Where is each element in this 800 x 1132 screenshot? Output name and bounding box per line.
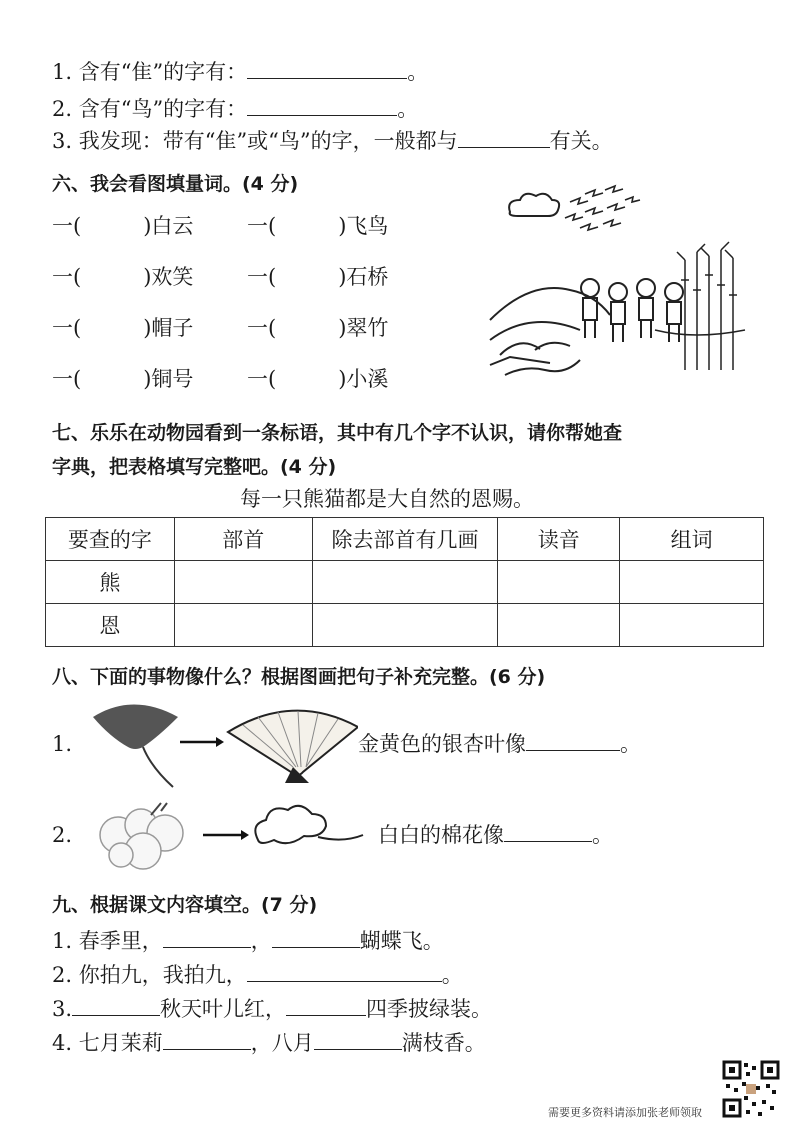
qr-code-icon[interactable] (722, 1060, 780, 1118)
section-6-title: 六、我会看图填量词。(4 分) (52, 173, 299, 195)
answer-blank[interactable] (314, 1028, 402, 1050)
answer-blank[interactable] (272, 926, 360, 948)
question-9-2: 2. 你拍九，我拍九， 。 (52, 960, 463, 990)
dictionary-table (45, 517, 764, 647)
avatar (746, 1084, 756, 1094)
table-row (46, 561, 764, 604)
measure-word-item[interactable]: 一( )白云 (52, 214, 194, 238)
measure-word-item[interactable]: 一( )帽子 (52, 316, 194, 340)
answer-blank[interactable] (247, 57, 407, 79)
measure-word-item[interactable]: 一( )石桥 (247, 265, 389, 289)
table-header: 组词 (620, 518, 764, 561)
section-9-title: 九、根据课文内容填空。(7 分) (52, 894, 318, 916)
question-5-3: 3. 我发现：带有“隹”或“鸟”的字，一般都与 有关。 (52, 126, 613, 156)
table-header-row (46, 518, 764, 561)
answer-blank[interactable] (286, 994, 366, 1016)
section-7-title-line2: 字典，把表格填写完整吧。(4 分) (52, 456, 337, 478)
measure-word-item[interactable]: 一( )欢笑 (52, 265, 194, 289)
measure-word-item[interactable]: 一( )飞鸟 (247, 214, 389, 238)
question-8-2: 白白的棉花像 。 (378, 820, 613, 850)
table-cell-blank[interactable] (620, 604, 764, 647)
folding-fan-icon (228, 711, 358, 783)
answer-blank[interactable] (163, 1028, 251, 1050)
stone-bridge-icon (490, 322, 580, 365)
question-9-1: 1. 春季里， ， 蝴蝶飞。 (52, 926, 444, 956)
hill-icon (490, 288, 610, 320)
scene-illustration (485, 180, 750, 390)
answer-blank[interactable] (458, 126, 550, 148)
table-cell-character: 熊 (46, 561, 175, 604)
table-cell-blank[interactable] (498, 561, 620, 604)
table-cell-blank[interactable] (312, 604, 498, 647)
table-cell-blank[interactable] (620, 561, 764, 604)
answer-blank[interactable] (72, 994, 160, 1016)
section-7-title-line1: 七、乐乐在动物园看到一条标语，其中有几个字不认识，请你帮她查 (52, 422, 623, 444)
measure-word-item[interactable]: 一( )铜号 (52, 367, 194, 391)
question-8-2-number: 2. (52, 823, 73, 847)
answer-blank[interactable] (247, 960, 442, 982)
answer-blank[interactable] (504, 820, 592, 842)
cotton-to-cloud-illustration (93, 795, 378, 875)
answer-blank[interactable] (526, 729, 620, 751)
ginkgo-leaf-icon (93, 705, 178, 750)
cloud-icon (509, 194, 559, 216)
table-cell-blank[interactable] (312, 561, 498, 604)
cotton-icon (100, 803, 183, 869)
answer-blank[interactable] (247, 94, 397, 116)
table-cell-blank[interactable] (174, 561, 312, 604)
bamboo-icon (677, 242, 737, 370)
measure-word-item[interactable]: 一( )小溪 (247, 367, 389, 391)
question-5-2: 2. 含有“鸟”的字有： 。 (52, 94, 418, 124)
table-header: 除去部首有几画 (312, 518, 498, 561)
flying-birds-icon (565, 186, 640, 230)
question-9-3: 3. 秋天叶儿红， 四季披绿装。 (52, 994, 492, 1024)
measure-word-item[interactable]: 一( )翠竹 (247, 316, 389, 340)
question-9-4: 4. 七月茉莉 ，八月 满枝香。 (52, 1028, 486, 1058)
question-8-1-number: 1. (52, 732, 73, 756)
cloud-icon (255, 806, 363, 843)
question-8-1: 金黄色的银杏叶像 。 (358, 729, 641, 759)
footer-text: 需要更多资料请添加张老师领取 (548, 1106, 702, 1119)
slogan: 每一只熊猫都是大自然的恩赐。 (240, 487, 534, 511)
section-8-title: 八、下面的事物像什么？根据图画把句子补充完整。(6 分) (52, 666, 546, 688)
answer-blank[interactable] (163, 926, 251, 948)
question-5-1: 1. 含有“隹”的字有： 。 (52, 57, 428, 87)
table-row (46, 604, 764, 647)
table-header: 读音 (498, 518, 620, 561)
table-cell-blank[interactable] (174, 604, 312, 647)
table-header: 部首 (174, 518, 312, 561)
table-header: 要查的字 (46, 518, 175, 561)
table-cell-character: 恩 (46, 604, 175, 647)
table-cell-blank[interactable] (498, 604, 620, 647)
ginkgo-to-fan-illustration (88, 697, 358, 792)
